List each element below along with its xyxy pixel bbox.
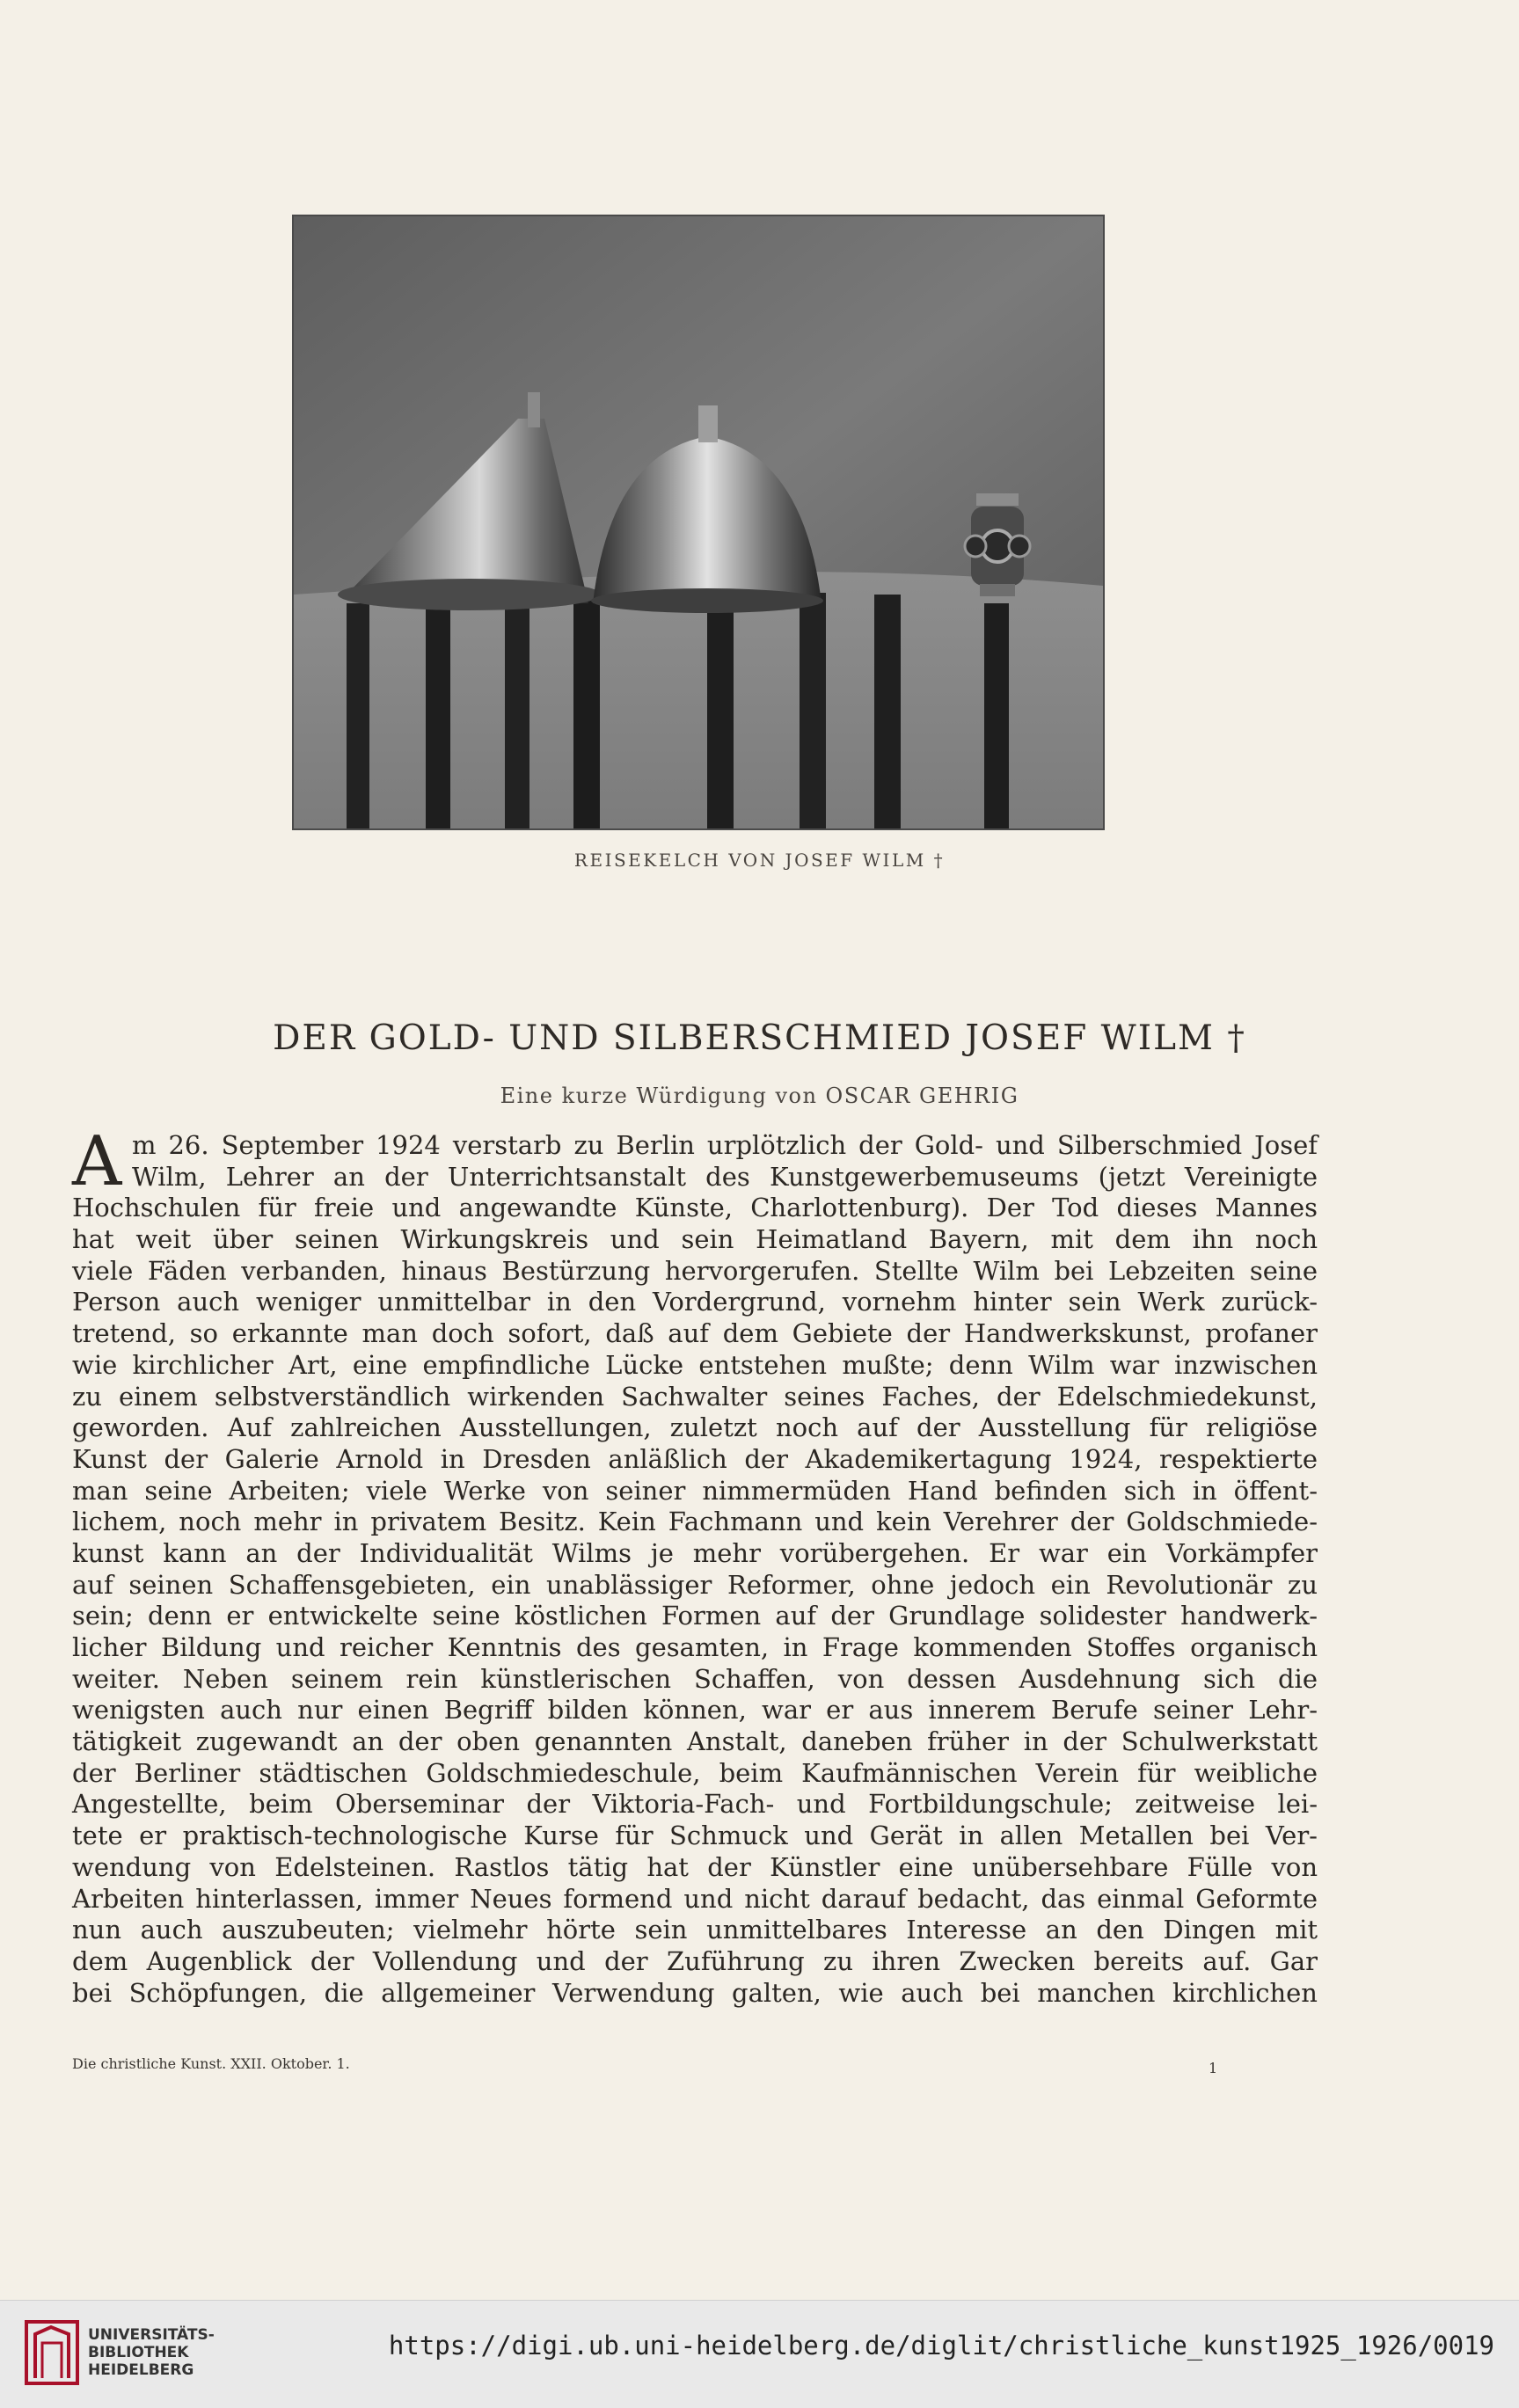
text-line: wendung von Edelsteinen. Rastlos tätig hat der Künstler eine unübersehbare Fülle von <box>72 1851 1318 1882</box>
text-line: m 26. September 1924 verstarb zu Berlin urplötzlich der Gold- und Silberschmied Josef <box>132 1130 1318 1160</box>
article-subtitle: Eine kurze Würdigung von OSCAR GEHRIG <box>500 1084 1019 1108</box>
text-line: lichem, noch mehr in privatem Besitz. Kein Fachmann und kein Verehrer der Goldschmiede- <box>72 1507 1318 1537</box>
text-line: hat weit über seinen Wirkungskreis und sein Heimatland Bayern, mit dem ihn noch <box>72 1224 1318 1255</box>
text-line: bei Schöpfungen, die allgemeiner Verwendung galten, wie auch bei manchen kirchlichen <box>72 1977 1318 2008</box>
drop-capital: A <box>72 1122 122 1201</box>
text-line: tätigkeit zugewandt an der oben genannten Anstalt, daneben früher in der Schulwerkstatt <box>72 1726 1318 1757</box>
text-line: licher Bildung und reicher Kenntnis des gesamten, in Frage kommenden Stoffes organisch <box>72 1632 1318 1662</box>
university-library-logo <box>25 2317 79 2389</box>
library-name-line: BIBLIOTHEK <box>88 2344 189 2361</box>
text-line: tretend, so erkannte man doch sofort, daß auf dem Gebiete der Handwerkskunst, profaner <box>72 1318 1318 1349</box>
photo-caption: REISEKELCH VON JOSEF WILM † <box>573 850 946 871</box>
text-line: nun auch auszubeuten; vielmehr hörte sein unmittelbares Interesse an den Dingen mit <box>72 1915 1318 1945</box>
text-line: Angestellte, beim Oberseminar der Viktoria-Fach- und Fortbildungschule; zeitweise lei- <box>72 1789 1318 1820</box>
text-line: geworden. Auf zahlreichen Ausstellungen, zuletzt noch auf der Ausstellung für religiöse <box>72 1412 1318 1443</box>
text-line: viele Fäden verbanden, hinaus Bestürzung hervorgerufen. Stellte Wilm bei Lebzeiten seine <box>72 1255 1318 1286</box>
text-line: wenigsten auch nur einen Begriff bilden können, war er aus innerem Berufe seiner Lehr- <box>72 1695 1318 1726</box>
text-line: kunst kann an der Individualität Wilms je mehr vorübergehen. Er war ein Vorkämpfer <box>72 1537 1318 1568</box>
text-line: zu einem selbstverständlich wirkenden Sachwalter seines Faches, der Edelschmiedekunst, <box>72 1381 1318 1412</box>
photograph-reisekelch <box>292 215 1105 830</box>
text-line: weiter. Neben seinem rein künstlerischen Schaffen, von dessen Ausdehnung sich die <box>72 1663 1318 1694</box>
text-line: Wilm, Lehrer an der Unterrichtsanstalt des Kunstgewerbemuseums (jetzt Vereinigte <box>132 1161 1318 1192</box>
library-name-line: HEIDELBERG <box>88 2361 194 2379</box>
article-title: DER GOLD- UND SILBERSCHMIED JOSEF WILM † <box>273 1018 1246 1058</box>
footer-signature: Die christliche Kunst. XXII. Oktober. 1. <box>72 2055 350 2072</box>
library-name <box>88 2326 215 2379</box>
photo-illustration <box>294 216 1103 828</box>
library-name-line: UNIVERSITÄTS- <box>88 2326 215 2344</box>
text-line: man seine Arbeiten; viele Werke von seiner nimmermüden Hand befinden sich in öffent- <box>72 1475 1318 1506</box>
text-line: sein; denn er entwickelte seine köstlichen Formen auf der Grundlage solidester handwerk- <box>72 1601 1318 1631</box>
text-line: wie kirchlicher Art, eine empfindliche Lücke entstehen mußte; denn Wilm war inzwischen <box>72 1349 1318 1380</box>
text-line: Arbeiten hinterlassen, immer Neues formend und nicht darauf bedacht, das einmal Geformte <box>72 1883 1318 1914</box>
article-body <box>72 1130 1318 2009</box>
text-line: Person auch weniger unmittelbar in den Vordergrund, vornehm hinter sein Werk zurück- <box>72 1287 1318 1317</box>
text-line: Hochschulen für freie und angewandte Künste, Charlottenburg). Der Tod dieses Mannes <box>72 1193 1318 1223</box>
text-line: der Berliner städtischen Goldschmiedeschule, beim Kaufmännischen Verein für weibliche <box>72 1757 1318 1788</box>
text-line: auf seinen Schaffensgebieten, ein unablässiger Reformer, ohne jedoch ein Revolutionär zu <box>72 1569 1318 1600</box>
text-line: dem Augenblick der Vollendung und der Zuführung zu ihren Zwecken bereits auf. Gar <box>72 1945 1318 1976</box>
text-line: Kunst der Galerie Arnold in Dresden anläßlich der Akademikertagung 1924, respektierte <box>72 1443 1318 1474</box>
text-line: tete er praktisch-technologische Kurse für Schmuck und Gerät in allen Metallen bei Ver- <box>72 1821 1318 1851</box>
footer-page-mark: 1 <box>1209 2060 1218 2076</box>
source-url[interactable]: https://digi.ub.uni-heidelberg.de/diglit/christliche_kunst1925_1926/0019 <box>388 2331 1494 2361</box>
